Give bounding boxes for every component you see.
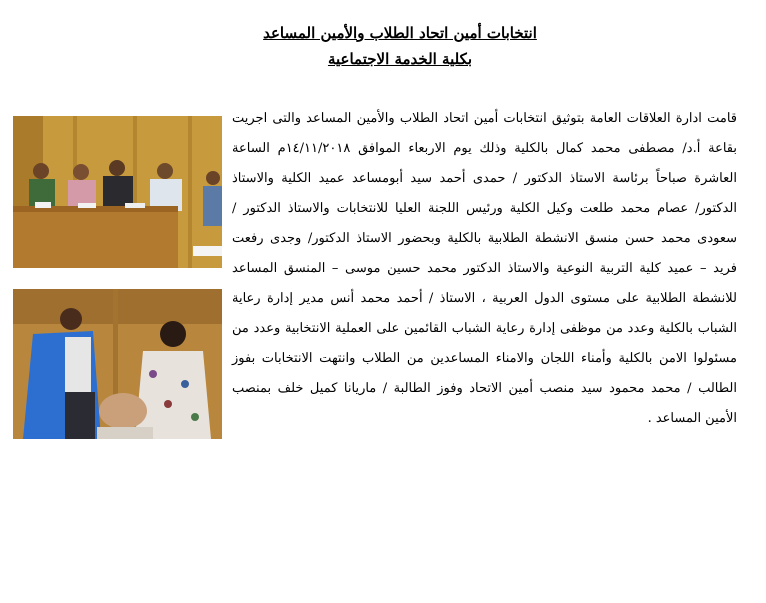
title-line-2: بكلية الخدمة الاجتماعية: [327, 50, 473, 68]
title-line-1: انتخابات أمين اتحاد الطلاب والأمين المساعد: [263, 24, 537, 42]
students-photo: [13, 289, 222, 439]
article-body: قامت ادارة العلاقات العامة بتوثيق انتخابات أمين اتحاد الطلاب والأمين المساعد والتى اجريت بقاعة أ.د/ مصطفى محمد كمال بالكلية وذلك يوم الاربعاء الموافق ١٤/١١/٢٠١٨م الساعة العاشرة صباحاً برئاسة الاستاذ الدكتور / حمدى أحمد سيد أبومساعد عميد الكلية والاستاذ الدكتور/ عصام محمد طلعت وكيل الكلية ورئيس اللجنة العليا للانتخابات والاستاذ الدكتور / سعودى محمد حسن منسق الانشطة الطلابية بالكلية وبحضور الاستاذ الدكتور/ وجدى رفعت فريد – عميد كلية التربية النوعية والاستاذ الدكتور محمد حسين موسى – المنسق المساعد للانشطة الطلابية على مستوى الدول العربية ، الاستاذ / أحمد محمد أنس مدير إدارة رعاية الشباب بالكلية وعدد من موظفى إدارة رعاية الشباب القائمين على العملية الانتخابية وعدد من مسئولوا الامن بالكلية وأمناء اللجان والامناء المساعدين من الطلاب وانتهت الانتخابات بفوز الطالب / محمد محمود سيد منصب أمين الاتحاد وفوز الطالبة / ماريانا كميل خلف بمنصب الأمين المساعد .: [232, 111, 737, 426]
committee-photo: [13, 116, 222, 268]
